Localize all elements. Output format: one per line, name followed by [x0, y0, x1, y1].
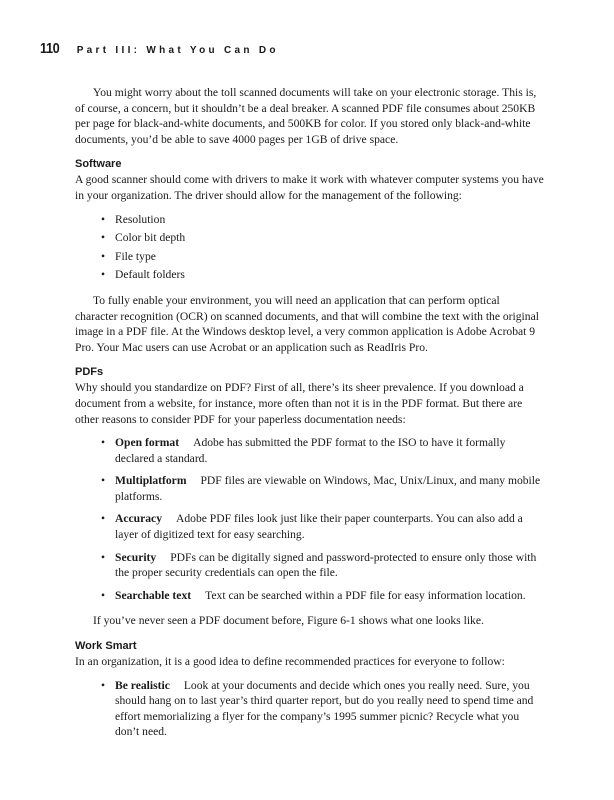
term-description: Adobe has submitted the PDF format to the ISO to have it formally declared a standard.: [115, 436, 506, 465]
page-header: [40, 40, 279, 57]
bullet-icon: •: [101, 231, 106, 245]
list-item: [101, 550, 545, 581]
pdfs-definition-list: [75, 435, 545, 603]
term-description: Look at your documents and decide which ones you really need. Sure, you should hang on to last year’s third quarter report, but do you really need to spend time and effort memorializing a flyer for the company’s 1995 summer picnic? Recycle what you don’t need.: [115, 678, 534, 739]
heading-work-smart: Work Smart: [75, 640, 137, 653]
bullet-icon: •: [101, 212, 106, 226]
pdfs-paragraph: Why should you standardize on PDF? First of all, there’s its sheer prevalence. If you download a document from a website, for instance, more often than not it is in the PDF format. But there are other reasons to consider PDF for your paperless documentation needs:: [75, 381, 524, 426]
term-label: Security: [115, 550, 157, 564]
work-smart-paragraph: In an organization, it is a good idea to define recommended practices for everyone to follow:: [75, 655, 505, 669]
list-item: [101, 678, 545, 740]
page-number: 110: [40, 40, 60, 57]
term-description: Text can be searched within a PDF file for easy information location.: [205, 588, 526, 602]
bullet-icon: •: [101, 550, 106, 564]
list-item: [101, 267, 545, 283]
list-item: [101, 249, 545, 265]
list-item: [101, 588, 545, 604]
software-paragraph: A good scanner should come with drivers to make it work with whatever computer systems you have in your organization. The driver should allow for the management of the following:: [75, 173, 544, 202]
term-label: Be realistic: [115, 678, 170, 692]
term-label: Multiplatform: [115, 474, 187, 488]
bullet-icon: •: [101, 588, 106, 602]
bullet-icon: •: [101, 268, 106, 282]
list-item: [101, 435, 545, 466]
term-label: Searchable text: [115, 588, 192, 602]
bullet-icon: •: [101, 249, 106, 263]
pdfs-followup-paragraph: If you’ve never seen a PDF document before, Figure 6-1 shows what one looks like.: [93, 614, 484, 628]
list-item-text: Color bit depth: [115, 231, 186, 245]
list-item-text: Resolution: [115, 212, 166, 226]
term-description: PDF files are viewable on Windows, Mac, Unix/Linux, and many mobile platforms.: [115, 474, 541, 503]
heading-software: Software: [75, 158, 122, 171]
term-description: PDFs can be digitally signed and password-protected to ensure only those with the proper security credentials can open the file.: [115, 550, 537, 580]
list-item: [101, 212, 545, 228]
software-bullet-list: [75, 212, 545, 283]
work-smart-definition-list: [75, 678, 545, 740]
body-content: [75, 85, 545, 750]
intro-paragraph: You might worry about the toll scanned documents will take on your electronic storage. This is, of course, a concern, but it shouldn’t be a deal breaker. A scanned PDF file consumes about 250KB per page for black-and-white documents, and 500KB for color. If you stored only black-and-white documents, you’d be able to save 4000 pages per 1GB of drive space.: [75, 86, 537, 146]
running-head: Part III: What You Can Do: [76, 45, 279, 56]
list-item: [101, 473, 545, 504]
bullet-icon: •: [101, 678, 106, 692]
list-item-text: Default folders: [115, 268, 185, 282]
bullet-icon: •: [101, 512, 106, 526]
list-item: [101, 230, 545, 246]
software-followup-paragraph: To fully enable your environment, you will need an application that can perform optical character recognition (OCR) on scanned documents, and that will combine the text with the original image in a PDF file. At the Windows desktop level, a very common application is Adobe Acrobat 9 Pro. Your Mac users can use Acrobat or an application such as ReadIris Pro.: [75, 293, 539, 354]
term-label: Open format: [115, 436, 180, 450]
term-description: Adobe PDF files look just like their paper counterparts. You can also add a layer of digitized text for easy searching.: [115, 512, 523, 542]
heading-pdfs: PDFs: [75, 366, 104, 379]
list-item: [101, 511, 545, 542]
list-item-text: File type: [115, 249, 156, 263]
bullet-icon: •: [101, 436, 106, 450]
bullet-icon: •: [101, 474, 106, 488]
term-label: Accuracy: [115, 512, 162, 526]
